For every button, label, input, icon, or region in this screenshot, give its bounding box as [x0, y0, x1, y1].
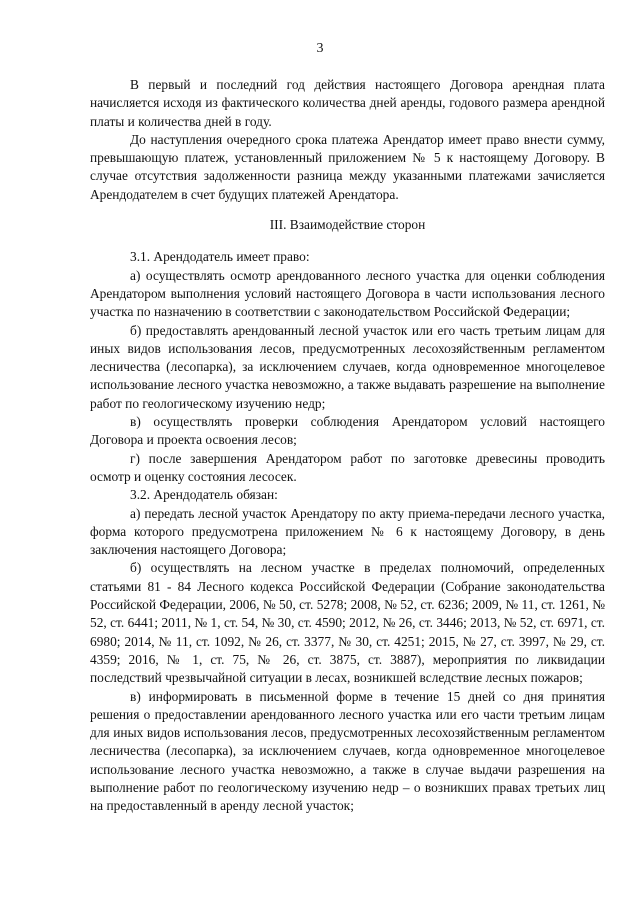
clause-3-1-item-g: г) после завершения Арендатором работ по заготовке древесины проводить осмотр и оценку состояния лесосек. [90, 450, 605, 484]
clause-3-2-title: 3.2. Арендодатель обязан: [130, 487, 278, 503]
page-number: 3 [316, 41, 324, 56]
section-heading: III. Взаимодействие сторон [269, 217, 426, 233]
clause-3-2-item-b: б) осуществлять на лесном участке в пределах полномочий, определенных статьями 81 - 84 Лесного кодекса Российской Федерации (Собрание законодательства Российской Федерации, 2006, № 50, ст. 5278; 2008, № 52, ст. 6236; 2009, № 11, ст. 1261, № 52, ст. 6441; 2011, № 1, ст. 54, № 30, ст. 4590; 2012, № 26, ст. 3446; 2013, № 52, ст. 6971, ст. 6980; 2014, № 11, ст. 1092, № 26, ст. 3377, № 30, ст. 4251; 2015, № 27, ст. 3997, № 29, ст. 4359; 2016, № 1, ст. 75, № 26, ст. 3875, ст. 3887), мероприятия по ликвидации последствий чрезвычайной ситуации в лесах, возникшей вследствие лесных пожаров; [90, 560, 605, 686]
clause-3-1-title: 3.1. Арендодатель имеет право: [130, 249, 310, 265]
paragraph-rent-calculation: В первый и последний год действия настоящего Договора арендная плата начисляется исходя из фактического количества дней аренды, годового размера арендной платы и количества дней в году. [90, 77, 605, 129]
paragraph-advance-payment: До наступления очередного срока платежа Арендатор имеет право внести сумму, превышающую платеж, установленный приложением № 5 к настоящему Договору. В случае отсутствия задолженности разница между указанными платежами зачисляется Арендодателем в счет будущих платежей Арендатора. [90, 131, 605, 202]
clause-3-1-item-b: б) предоставлять арендованный лесной участок или его часть третьим лицам для иных видов использования лесов, предусмотренных лесохозяйственным регламентом лесничества (лесопарка), за исключением случаев, когда одновременное многоцелевое использование лесного участка невозможно, а также выдавать разрешение на выполнение работ по геологическому изучению недр; [90, 322, 605, 411]
document-body [90, 76, 605, 816]
clause-3-2-item-v: в) информировать в письменной форме в течение 15 дней со дня принятия решения о предоставлении арендованного лесного участка или его части третьим лицам для иных видов использования лесов, предусмотренных лесохозяйственным регламентом лесничества (лесопарка), за исключением случаев, когда одновременное многоцелевое использование лесного участка невозможно, а также в случае выдачи разрешения на выполнение работ по геологическому изучению недр – о возникших правах третьих лиц на предоставленный в аренду лесной участок; [90, 688, 605, 814]
clause-3-1-item-v: в) осуществлять проверки соблюдения Арендатором условий настоящего Договора и проекта освоения лесов; [90, 414, 605, 448]
clause-3-1-item-a: а) осуществлять осмотр арендованного лесного участка для оценки соблюдения Арендатором выполнения условий настоящего Договора в части использования лесного участка по назначению в соответствии с законодательством Российской Федерации; [90, 267, 605, 320]
clause-3-2-item-a: а) передать лесной участок Арендатору по акту приема-передачи лесного участка, форма которого предусмотрена приложением № 6 к настоящему Договору, в день заключения настоящего Договора; [90, 505, 605, 558]
